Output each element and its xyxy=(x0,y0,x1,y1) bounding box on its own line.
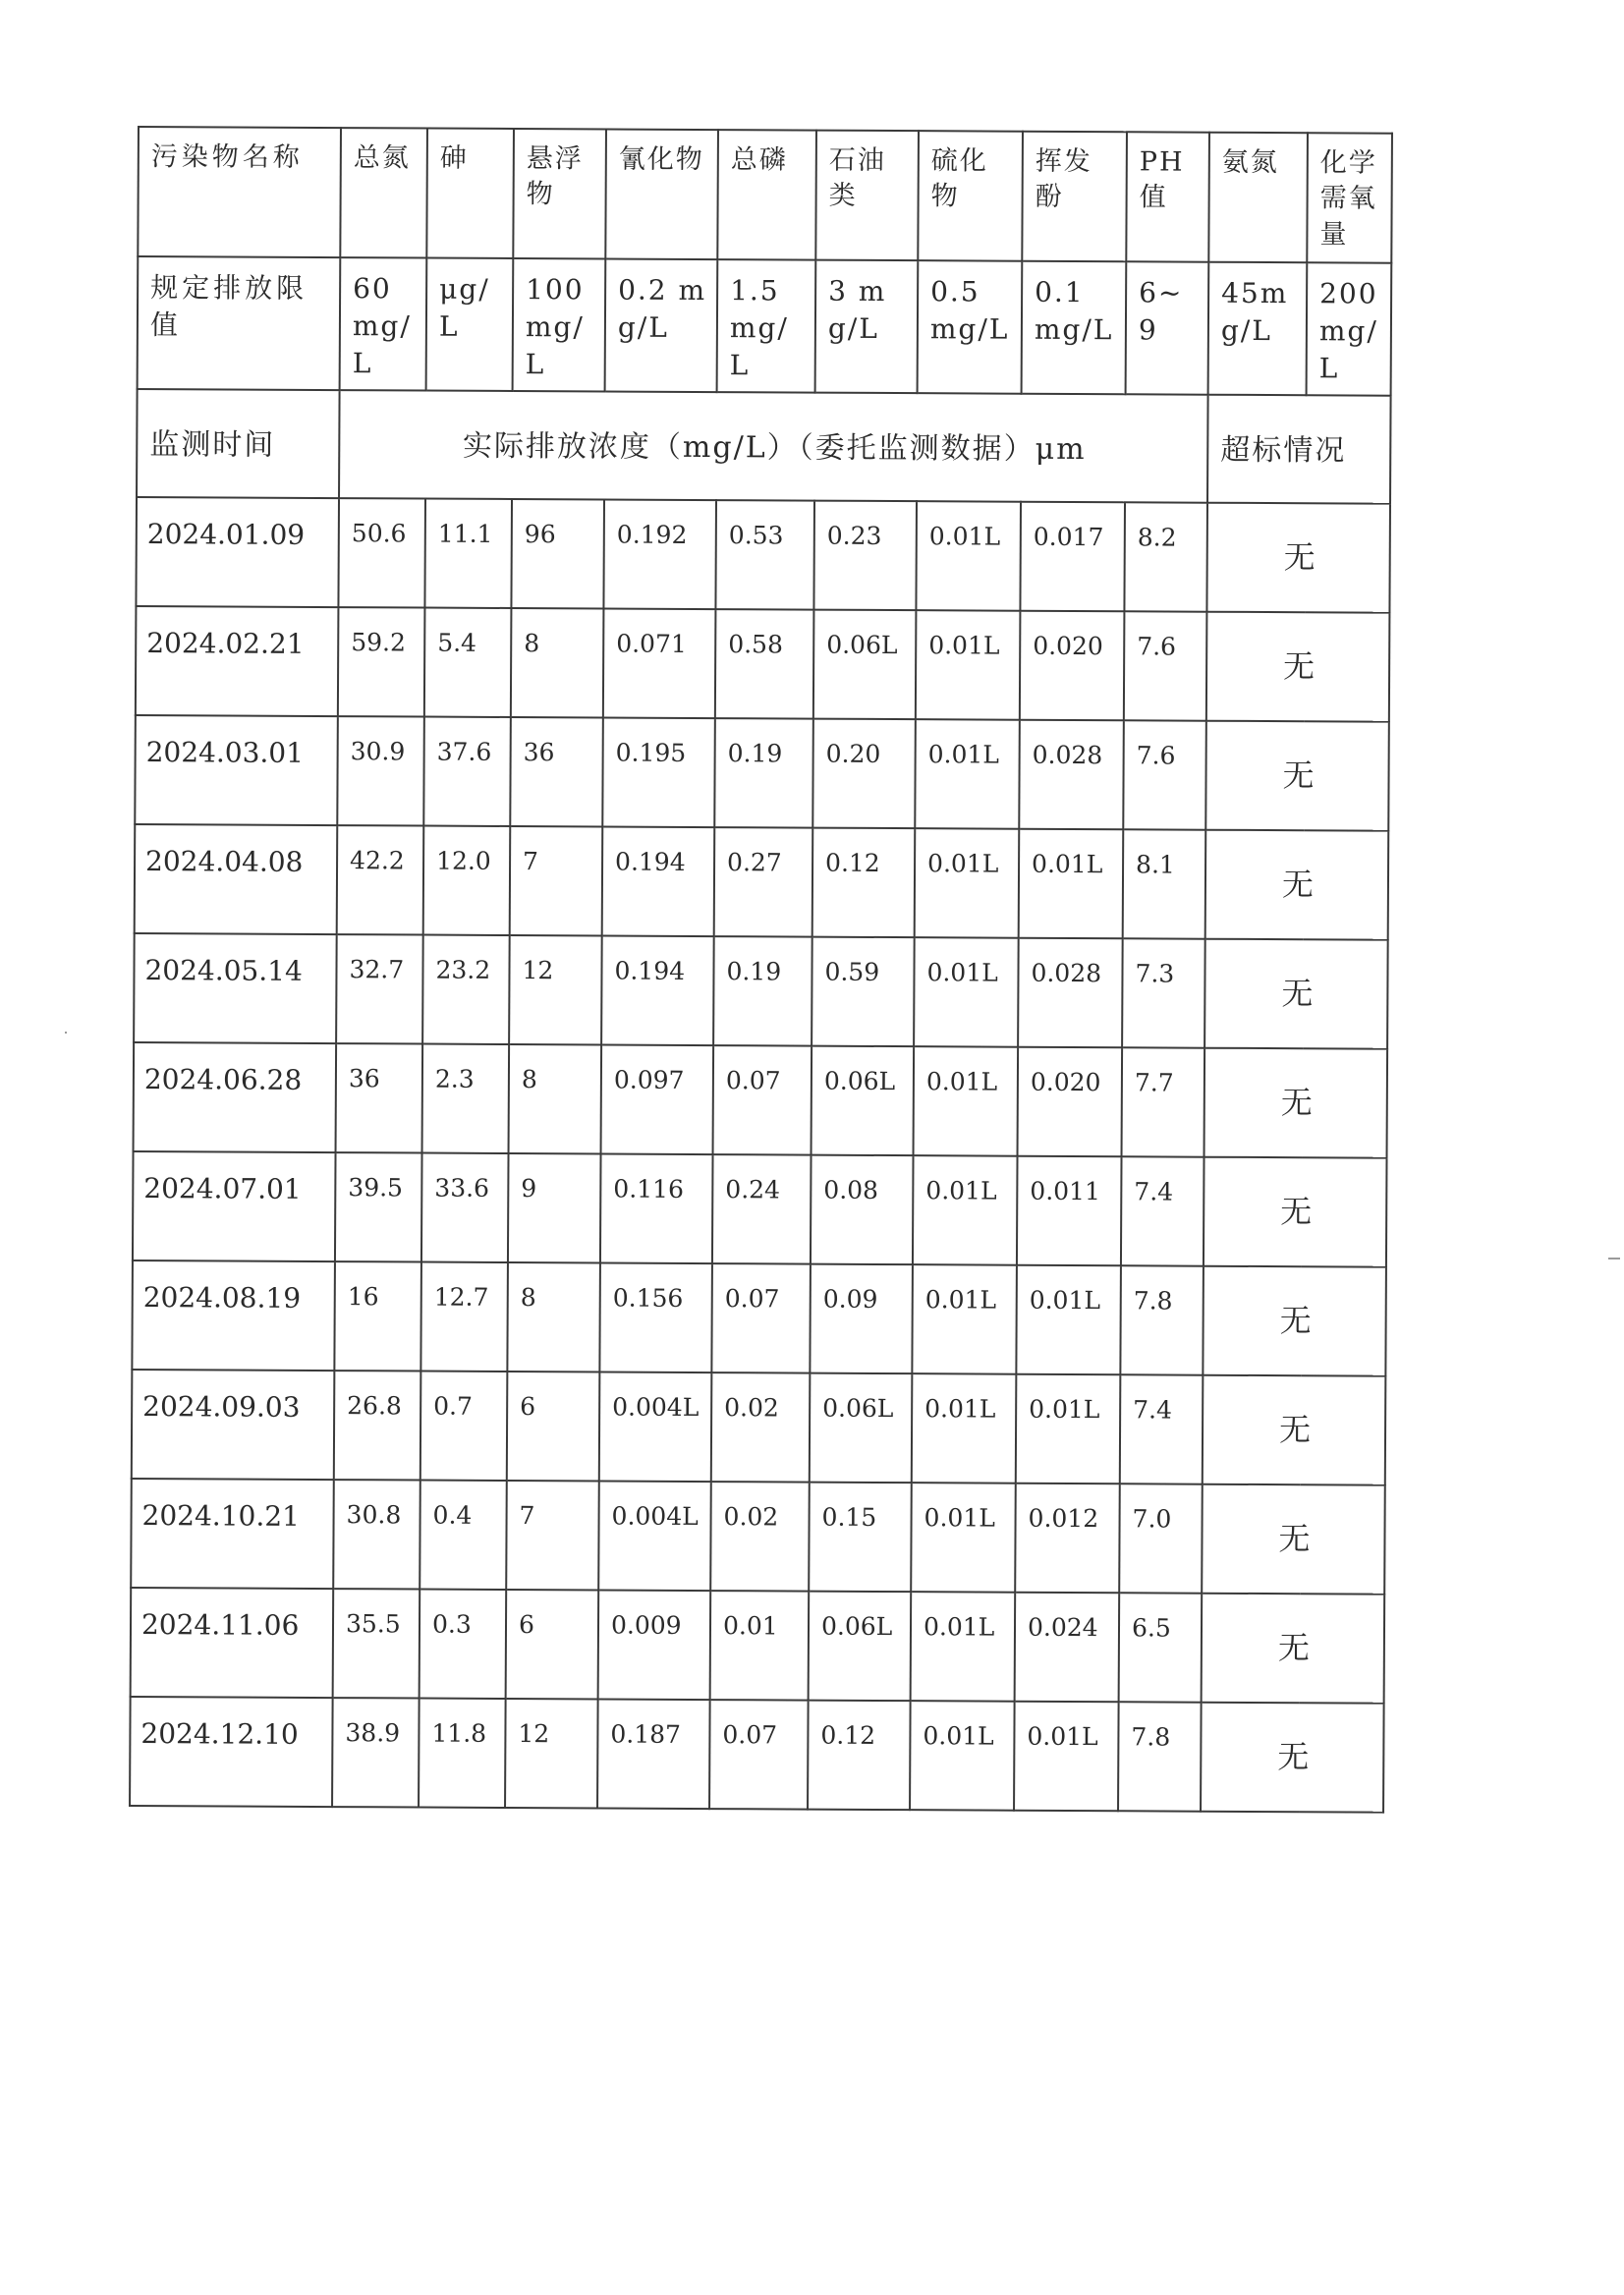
measurement-value: 0.12 xyxy=(812,828,916,938)
measurement-value: 5.4 xyxy=(424,608,512,717)
table-row xyxy=(134,1042,1388,1158)
measurement-value: 0.01L xyxy=(915,829,1020,939)
measurement-value: 7.0 xyxy=(1119,1484,1203,1594)
measurement-value: 9 xyxy=(508,1153,601,1262)
measurement-value: 0.23 xyxy=(813,501,917,611)
measurement-value: 0.06L xyxy=(812,1046,915,1156)
concentration-label: 实际排放浓度（mg/L）（委托监测数据）μm xyxy=(339,390,1208,503)
measurement-value: 0.024 xyxy=(1015,1593,1120,1703)
measurement-header-row xyxy=(137,389,1391,504)
measurement-value: 7.4 xyxy=(1121,1157,1204,1266)
measurement-value: 0.59 xyxy=(812,937,915,1047)
measurement-value: 23.2 xyxy=(422,935,510,1044)
measurement-value: 0.01L xyxy=(914,1047,1019,1157)
measurement-value: 0.028 xyxy=(1018,938,1123,1048)
measurement-value: 8 xyxy=(509,1044,602,1153)
measurement-value: 96 xyxy=(511,499,604,608)
measurement-value: 0.01L xyxy=(916,502,1021,612)
measurement-value: 0.01 xyxy=(710,1591,810,1701)
measurement-value: 0.07 xyxy=(709,1700,809,1810)
limit-value: 0.1 mg/L xyxy=(1022,261,1127,395)
measurement-value: 7.7 xyxy=(1122,1048,1205,1157)
measurement-value: 0.07 xyxy=(713,1045,812,1155)
exceed-status: 无 xyxy=(1204,939,1388,1049)
measurement-value: 0.7 xyxy=(420,1371,508,1481)
scan-dot xyxy=(65,1032,67,1034)
measurement-value: 50.6 xyxy=(338,498,425,607)
measurement-value: 0.06L xyxy=(813,610,917,720)
table-row xyxy=(130,1697,1384,1813)
measurement-value: 0.01L xyxy=(916,611,1021,721)
measurement-value: 30.8 xyxy=(333,1480,420,1589)
measurement-value: 0.06L xyxy=(810,1373,913,1483)
measurement-value: 0.01L xyxy=(912,1374,1017,1484)
limit-value: 3 mg/L xyxy=(815,260,919,394)
measurement-value: 42.2 xyxy=(337,825,424,934)
exceed-status: 无 xyxy=(1206,612,1390,722)
measurement-value: 6 xyxy=(506,1590,599,1699)
monitoring-date: 2024.09.03 xyxy=(132,1370,335,1480)
monitoring-date: 2024.10.21 xyxy=(131,1479,334,1589)
column-header: 砷 xyxy=(426,129,514,258)
pollutant-monitoring-table xyxy=(129,126,1393,1814)
exceed-status: 无 xyxy=(1202,1484,1385,1595)
limit-label: 规定排放限值 xyxy=(138,256,341,390)
measurement-value: 0.012 xyxy=(1015,1483,1120,1594)
measurement-value: 0.020 xyxy=(1020,611,1125,721)
measurement-value: 2.3 xyxy=(422,1044,510,1153)
measurement-value: 0.187 xyxy=(597,1700,710,1810)
column-header: 悬浮物 xyxy=(513,129,606,258)
exceed-status: 无 xyxy=(1202,1594,1385,1704)
measurement-value: 30.9 xyxy=(337,716,424,825)
column-header: 总磷 xyxy=(717,130,816,260)
measurement-value: 12 xyxy=(505,1699,598,1808)
measurement-value: 0.01L xyxy=(910,1702,1015,1812)
measurement-value: 0.009 xyxy=(598,1591,711,1701)
measurement-value: 7.8 xyxy=(1118,1703,1202,1812)
measurement-value: 0.06L xyxy=(809,1592,912,1702)
measurement-value: 7.4 xyxy=(1120,1375,1204,1484)
exceed-status-label: 超标情况 xyxy=(1207,395,1391,504)
measurement-value: 0.097 xyxy=(601,1045,714,1155)
column-header: 氰化物 xyxy=(605,129,718,259)
measurement-value: 0.195 xyxy=(602,718,715,828)
table-row xyxy=(135,824,1389,940)
column-header: 总氮 xyxy=(340,128,427,257)
measurement-value: 0.194 xyxy=(602,827,715,937)
monitoring-date: 2024.05.14 xyxy=(134,933,337,1043)
table-row xyxy=(136,497,1390,613)
measurement-value: 0.12 xyxy=(808,1701,911,1811)
measurement-value: 36 xyxy=(336,1043,423,1152)
table-row xyxy=(132,1370,1386,1485)
table-row xyxy=(131,1588,1385,1704)
measurement-value: 0.01L xyxy=(914,938,1019,1048)
measurement-value: 16 xyxy=(334,1261,421,1371)
measurement-value: 0.53 xyxy=(715,500,814,610)
table-row xyxy=(132,1260,1386,1376)
exceed-status: 无 xyxy=(1201,1703,1384,1813)
monitoring-date: 2024.07.01 xyxy=(133,1151,336,1261)
measurement-value: 12 xyxy=(509,935,602,1044)
measurement-value: 0.071 xyxy=(603,609,716,719)
table-row xyxy=(133,1151,1387,1267)
limit-row xyxy=(138,256,1392,396)
measurement-value: 8 xyxy=(507,1262,600,1371)
monitoring-date: 2024.12.10 xyxy=(130,1697,333,1807)
table-row xyxy=(131,1479,1385,1595)
measurement-value: 0.156 xyxy=(599,1263,712,1373)
table-row xyxy=(135,715,1389,831)
measurement-value: 0.011 xyxy=(1017,1156,1122,1266)
measurement-value: 7.6 xyxy=(1123,721,1206,830)
limit-value: 6~9 xyxy=(1126,261,1209,395)
measurement-value: 39.5 xyxy=(335,1152,422,1261)
monitoring-date: 2024.02.21 xyxy=(136,606,339,716)
measurement-value: 0.02 xyxy=(711,1372,811,1483)
measurement-value: 0.01L xyxy=(1016,1265,1121,1375)
exceed-status: 无 xyxy=(1203,1266,1386,1376)
measurement-value: 8.2 xyxy=(1124,503,1207,612)
measurement-value: 0.116 xyxy=(600,1154,713,1264)
limit-value: μg/L xyxy=(426,258,514,392)
measurement-value: 0.01L xyxy=(1016,1374,1121,1484)
measurement-rows xyxy=(130,497,1390,1813)
exceed-status: 无 xyxy=(1204,1048,1388,1158)
limit-value: 45mg/L xyxy=(1208,262,1308,396)
column-header: PH值 xyxy=(1126,132,1209,261)
measurement-value: 7 xyxy=(510,826,603,935)
measurement-value: 0.004L xyxy=(598,1482,711,1592)
measurement-value: 8.1 xyxy=(1123,830,1206,939)
measurement-value: 8 xyxy=(511,608,604,717)
measurement-value: 35.5 xyxy=(333,1589,420,1698)
scan-mark xyxy=(1608,1258,1620,1259)
measurement-value: 36 xyxy=(510,717,603,826)
measurement-value: 0.004L xyxy=(599,1372,712,1483)
measurement-value: 7.8 xyxy=(1120,1266,1204,1375)
table-row xyxy=(136,606,1390,722)
limit-value: 60mg/L xyxy=(340,257,427,391)
column-header: 挥发酚 xyxy=(1022,132,1127,262)
limit-value: 0.5 mg/L xyxy=(918,260,1023,394)
measurement-value: 33.6 xyxy=(421,1153,509,1262)
table-row xyxy=(134,933,1388,1049)
measurement-value: 0.02 xyxy=(710,1482,810,1592)
measurement-value: 11.1 xyxy=(424,499,512,608)
column-header: 硫化物 xyxy=(918,131,1023,261)
measurement-value: 0.19 xyxy=(714,718,813,828)
limit-value: 0.2 mg/L xyxy=(605,258,718,392)
pollutant-header-row xyxy=(138,127,1392,263)
monitoring-date: 2024.11.06 xyxy=(131,1588,334,1698)
pollutant-name-label: 污染物名称 xyxy=(138,127,341,257)
monitoring-date: 2024.08.19 xyxy=(132,1260,335,1371)
measurement-value: 0.07 xyxy=(711,1263,811,1373)
measurement-value: 32.7 xyxy=(336,934,423,1043)
measurement-value: 0.15 xyxy=(809,1483,912,1593)
exceed-status: 无 xyxy=(1204,1157,1387,1267)
exceed-status: 无 xyxy=(1205,721,1389,831)
measurement-value: 12.7 xyxy=(420,1262,508,1371)
column-header: 化学需氧量 xyxy=(1307,133,1392,262)
measurement-value: 0.194 xyxy=(601,936,714,1046)
measurement-value: 0.24 xyxy=(712,1154,812,1264)
limit-value: 1.5 mg/L xyxy=(717,259,816,393)
measurement-value: 11.8 xyxy=(419,1699,506,1808)
measurement-value: 0.01L xyxy=(915,720,1020,830)
monitoring-date: 2024.06.28 xyxy=(134,1042,337,1152)
measurement-value: 7.3 xyxy=(1122,939,1205,1048)
measurement-value: 0.01L xyxy=(913,1156,1018,1266)
measurement-value: 0.58 xyxy=(715,609,814,719)
measurement-value: 12.0 xyxy=(423,826,511,935)
measurement-value: 6 xyxy=(507,1371,600,1481)
measurement-value: 7 xyxy=(506,1481,599,1590)
measurement-value: 0.01L xyxy=(912,1265,1017,1375)
column-header: 氨氮 xyxy=(1208,133,1308,263)
exceed-status: 无 xyxy=(1206,503,1390,613)
measurement-value: 0.01L xyxy=(1014,1702,1119,1812)
monitoring-date: 2024.04.08 xyxy=(135,824,338,934)
measurement-value: 0.27 xyxy=(714,827,813,937)
measurement-value: 59.2 xyxy=(338,607,425,716)
measurement-value: 0.01L xyxy=(911,1483,1016,1594)
monitoring-date: 2024.03.01 xyxy=(135,715,338,825)
monitoring-date: 2024.01.09 xyxy=(136,497,339,607)
measurement-value: 0.01L xyxy=(911,1593,1016,1703)
measurement-value: 0.192 xyxy=(603,500,716,610)
measurement-value: 37.6 xyxy=(423,717,511,826)
measurement-value: 0.20 xyxy=(812,719,916,829)
measurement-value: 26.8 xyxy=(334,1371,421,1480)
measurement-value: 38.9 xyxy=(332,1698,420,1807)
measurement-value: 6.5 xyxy=(1119,1594,1203,1703)
measurement-value: 0.028 xyxy=(1019,720,1124,830)
measurement-value: 0.4 xyxy=(420,1481,507,1590)
exceed-status: 无 xyxy=(1205,830,1389,940)
limit-value: 100 mg/L xyxy=(513,258,606,392)
measurement-value: 0.08 xyxy=(811,1155,914,1265)
measurement-value: 7.6 xyxy=(1124,612,1207,721)
measurement-value: 0.3 xyxy=(420,1590,507,1699)
limit-value: 200 mg/L xyxy=(1307,262,1392,396)
measurement-value: 0.09 xyxy=(810,1264,913,1374)
measurement-value: 0.01L xyxy=(1019,829,1124,939)
exceed-status: 无 xyxy=(1203,1375,1386,1485)
measurement-value: 0.017 xyxy=(1020,502,1125,612)
column-header: 石油类 xyxy=(815,131,919,261)
measurement-value: 0.19 xyxy=(713,936,812,1046)
measurement-value: 0.020 xyxy=(1018,1047,1123,1157)
monitoring-time-label: 监测时间 xyxy=(137,389,340,498)
